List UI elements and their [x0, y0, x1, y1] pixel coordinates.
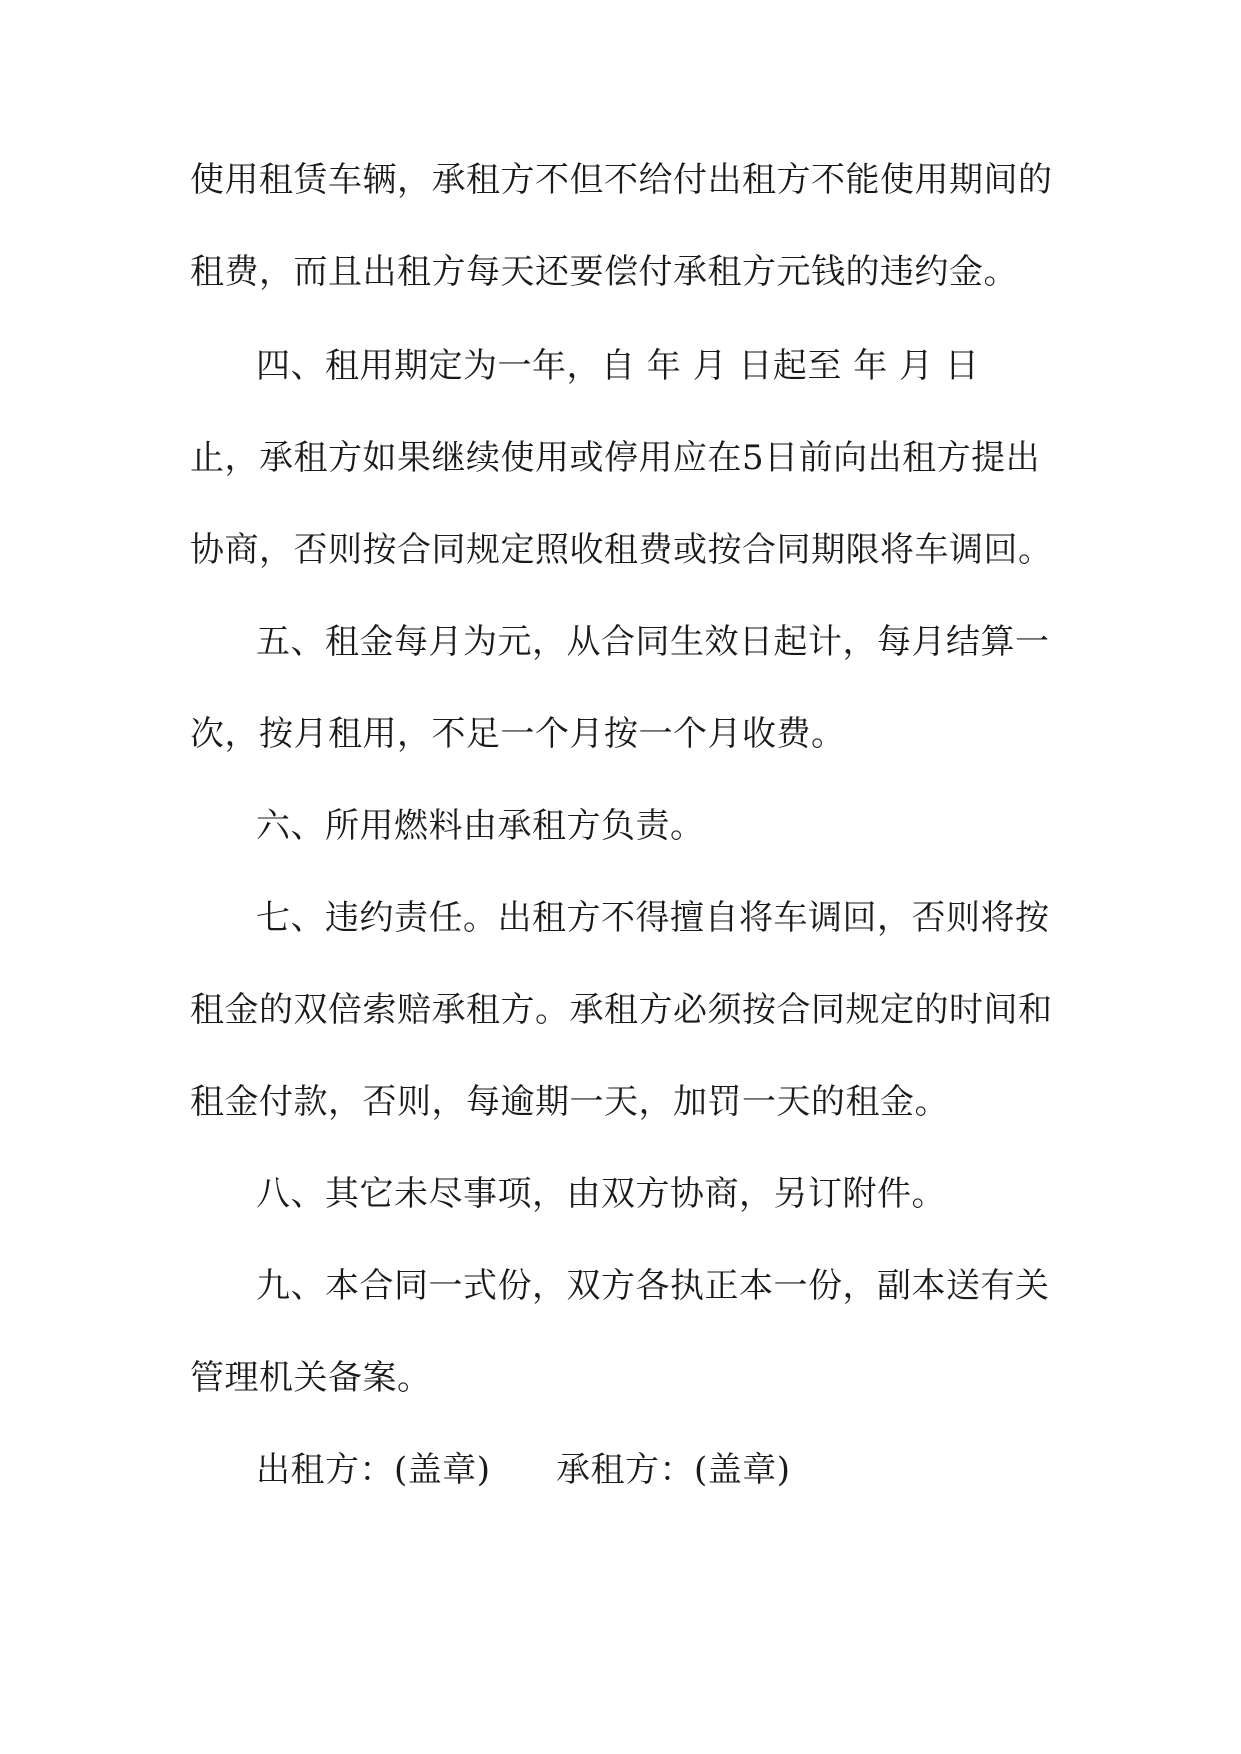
lessor-signature: 出租方：(盖章) — [256, 1450, 491, 1490]
clause-7-line-3: 租金付款，否则，每逾期一天，加罚一天的租金。 — [190, 1082, 949, 1122]
text-line-2: 租费，而且出租方每天还要偿付承租方元钱的违约金。 — [190, 252, 1018, 292]
lessee-signature: 承租方：(盖章) — [556, 1450, 791, 1490]
clause-4-line-1: 四、租用期定为一年，自 年 月 日起至 年 月 日 — [256, 346, 980, 386]
clause-9-line-1: 九、本合同一式份，双方各执正本一份，副本送有关 — [256, 1266, 1050, 1306]
clause-7-line-2: 租金的双倍索赔承租方。承租方必须按合同规定的时间和 — [190, 990, 1053, 1030]
clause-5-line-2: 次，按月租用，不足一个月按一个月收费。 — [190, 714, 846, 754]
clause-4-line-2: 止，承租方如果继续使用或停用应在5日前向出租方提出 — [190, 438, 1041, 478]
text-line-1: 使用租赁车辆，承租方不但不给付出租方不能使用期间的 — [190, 160, 1053, 200]
clause-7-line-1: 七、违约责任。出租方不得擅自将车调回，否则将按 — [256, 898, 1050, 938]
clause-5-line-1: 五、租金每月为元，从合同生效日起计，每月结算一 — [256, 622, 1050, 662]
clause-6-line-1: 六、所用燃料由承租方负责。 — [256, 806, 705, 846]
clause-9-line-2: 管理机关备案。 — [190, 1358, 432, 1398]
clause-8-line-1: 八、其它未尽事项，由双方协商，另订附件。 — [256, 1174, 946, 1214]
clause-4-line-3: 协商，否则按合同规定照收租费或按合同期限将车调回。 — [190, 530, 1053, 570]
